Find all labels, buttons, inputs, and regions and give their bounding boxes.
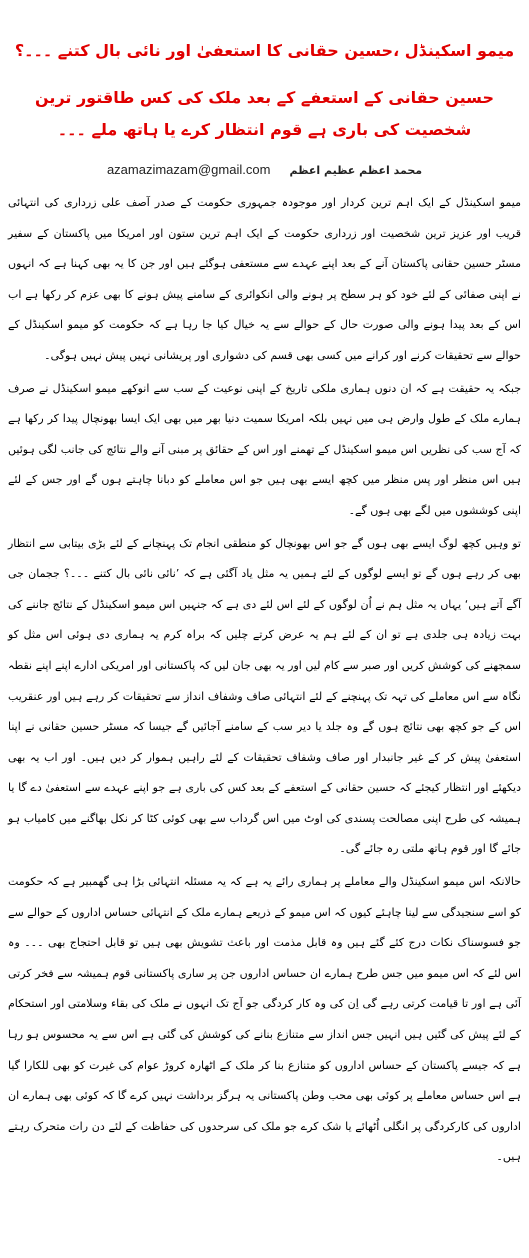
paragraph-2: جبکہ یہ حقیقت ہے کہ ان دنوں ہماری ملکی تاریخ کے اپنی نوعیت کے سب سے انوکھے میمو اسکینڈل نے صرف ہمارے ملک کے طول وارض ہی میں نہیں بلکہ امریکا سمیت دنیا بھر میں بھی ایک ایسا بھونچال پیدا کر رکھا ہے کہ آج سب کی نظریں اس میمو اسکینڈل کے تھمنے اور اس کے حقائق پر مبنی آنے والے نتائج کی جانب لگی ہوئیں ہیں اس منظر اور پس منظر میں کچھ ایسے بھی ہیں جو اس معاملے کو دبانا چاہتے ہوں گے اور جس کے لئے اپنی کوششوں میں لگے بھی ہوں گے۔ <box>8 381 521 517</box>
article-body <box>8 188 521 1173</box>
author-name: محمد اعظم عظیم اعظم <box>289 164 423 177</box>
paragraph-3: تو وہیں کچھ لوگ ایسے بھی ہوں گے جو اس بھونچال کو منطقی انجام تک پہنچانے کے لئے بڑی بیتابی سے انتظار بھی کر رہے ہوں گے تو ایسے لوگوں کے لئے ہمیں یہ مثل یاد آگئی ہے کہ ’نائی نائی بال کتنے ۔۔۔؟ ججمان جی آگے آتے ہیں‘ یہاں یہ مثل ہم نے اُن لوگوں کے لئے اس لئے دی ہے کہ جنہیں اس میمو اسکینڈل کے نتائج جاننے کی بہت زیادہ ہی جلدی ہے تو ان کے لئے ہم یہ عرض کرتے چلیں کہ براہ کرم یہ ہماری دی ہوئی اس مثل کو سمجھنے کی کوشش کریں اور صبر سے کام لیں اور یہ بھی جان لیں کہ پاکستانی اور امریکی ادارے اپنے اپنے نقطہ نگاہ سے اس معاملے کی تہہ تک پہنچنے کے لئے انتہائی صاف وشفاف انداز سے تحقیقات کر رہے ہیں اور عنقریب اس کے جو کچھ بھی نتائج ہوں گے وہ جلد یا دیر سب کے سامنے آجائیں گے جیسا کہ مسٹر حسین حقانی نے اپنا استعفیٰ پیش کر کے غیر جانبدار اور صاف وشفاف تحقیقات کے لئے راہیں ہموار کر دیں ہیں۔ اور اب یہ بھی دیکھئے اور انتظار کیجئے کہ حسین حقانی کے استعفے کے بعد کس کی باری ہے جو اپنے عہدے سے استعفیٰ دے گا یا ہمیشہ کی طرح اپنی مصالحت پسندی کی اوٹ میں اس گرداب سے بھی کوئی کٹا کر نکل بھاگنے میں کامیاب ہو جائے گا اور قوم ہاتھ ملتی رہ جائے گی۔ <box>8 536 521 856</box>
byline <box>8 158 521 180</box>
article-subheadline: حسین حقانی کے استعفے کے بعد ملک کی کس طاقتور ترین شخصیت کی باری ہے قوم انتظار کرے یا ہاتھ ملے ۔۔۔ <box>35 88 494 139</box>
paragraph-4: حالانکہ اس میمو اسکینڈل والے معاملے پر ہماری رائے یہ ہے کہ یہ مسئلہ انتہائی بڑا ہی گھمبیر ہے کہ حکومت کو اسے سنجیدگی سے لینا چاہئے کیوں کہ اس میمو کے ذریعے ہمارے ملک کے انتہائی حساس اداروں کے حوالے سے جو فسوسناک نکات درج کئے گئے ہیں وہ قابل مذمت اور باعث تشویش بھی ہیں تو قابل احتجاج بھی ۔۔۔ وہ اس لئے کہ اس میمو میں جس طرح ہمارے ان حساس اداروں جن پر ساری پاکستانی قوم ہمیشہ سے فخر کرتی آئی ہے اور تا قیامت کرتی رہے گی اِن کی وہ کار کردگی جو آج تک انہوں نے ملک کی بقاء وسلامتی اور استحکام کے لئے پیش کی گئیں ہیں انہیں جس انداز سے متنازع بنانے کی کوشش کی گئی ہے اس سے یہ محسوس ہو رہا ہے کہ جیسے پاکستان کے حساس اداروں کو متنازع بنا کر ملک کے اٹھارہ کروڑ عوام کی غیرت کو بھی للکارا گیا ہے اس حساس معاملے پر کوئی بھی محب وطن پاکستانی یہ ہرگز برداشت نہیں کرے گا کہ کوئی بھی ہمارے ان اداروں کی کارکردگی پر انگلی اُٹھائے یا شک کرے جو ملک کی سرحدوں کی حفاظت کے لئے دن رات متحرک رہتے ہیں۔ <box>8 875 521 1164</box>
paragraph-1: میمو اسکینڈل کے ایک اہم ترین کردار اور موجودہ جمہوری حکومت کے صدر آصف علی زرداری کی انتہائی قریب اور عزیز ترین شخصیت اور زرداری حکومت کے ایک اہم ترین ستون اور امریکا میں پاکستان کے سفیر مسٹر حسین حقانی پاکستان آنے کے بعد اپنے عہدے سے مستعفی ہوگئے ہیں اور جن کا یہ بھی کہنا ہے کہ انہوں نے اپنی صفائی کے لئے خود کو ہر سطح پر ہونے والی انکوائری کے سامنے پیش ہونے کا بھی عزم کر رکھا ہے اب اس کے بعد پیدا ہونے والی صورت حال کے حوالے سے یہ خیال کیا جا رہا ہے کہ حکومت کو میمو اسکینڈل کے حوالے سے تحقیقات کرنے اور کرانے میں کسی بھی قسم کی دشواری اور پریشانی نہیں پیش نہیں ہوگی۔ <box>8 196 521 362</box>
article-headline: میمو اسکینڈل ،حسین حقانی کا استعفیٰ اور نائی بال کتنے ۔۔۔؟ <box>14 41 515 60</box>
author-email: azamazimazam@gmail.com <box>106 162 271 177</box>
